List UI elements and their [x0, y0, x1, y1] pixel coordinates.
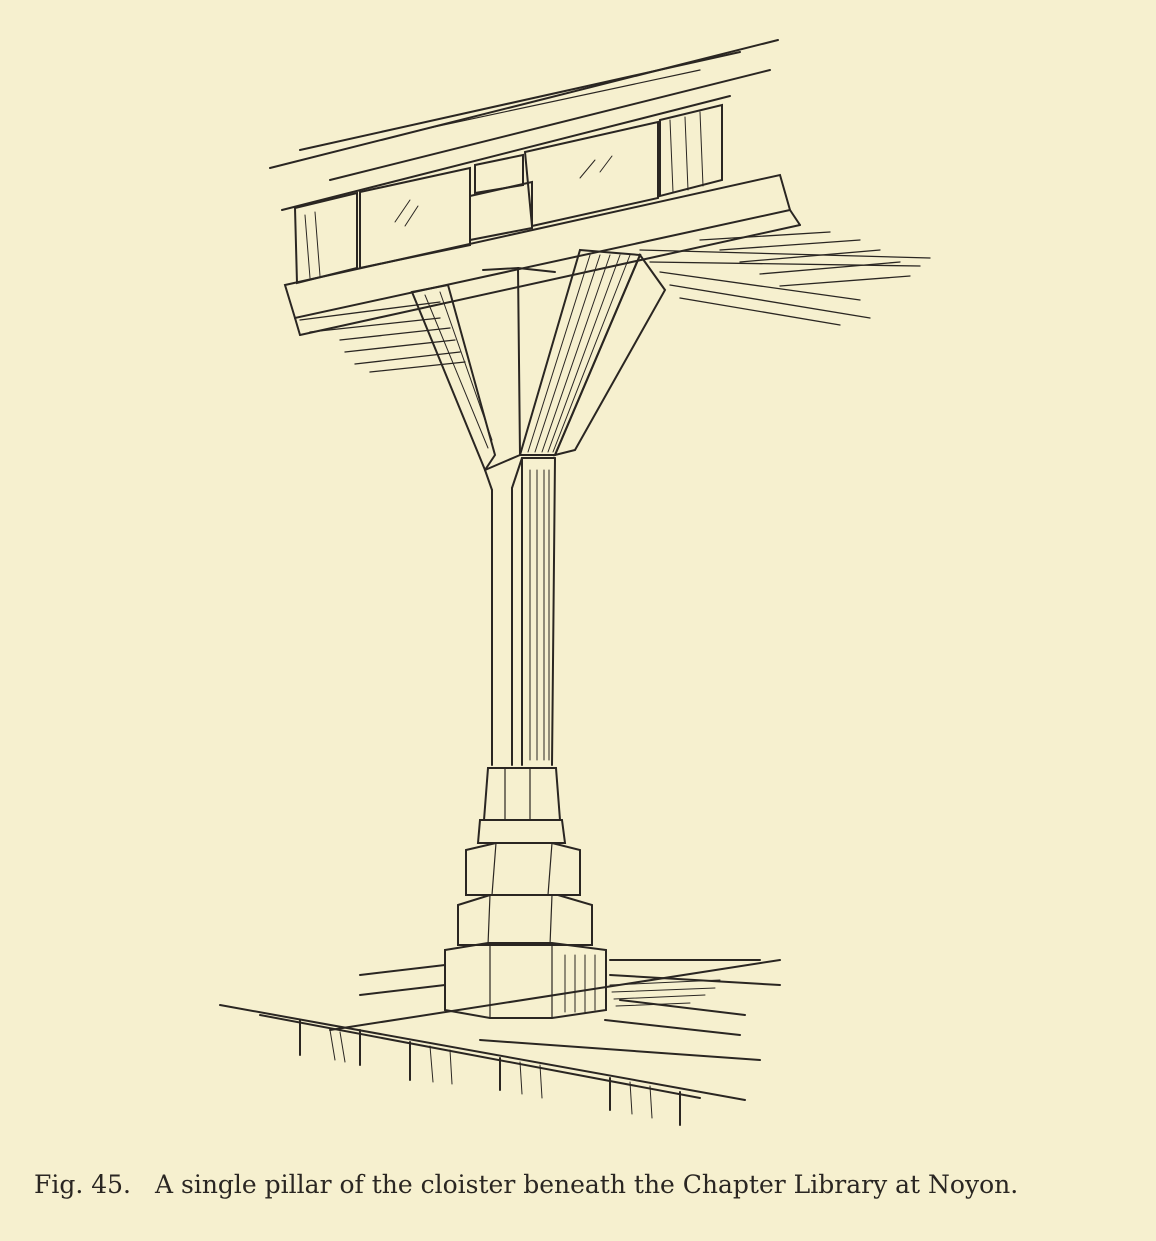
floor-joists — [640, 232, 930, 325]
figure-label: Fig. 45. — [34, 1170, 131, 1199]
caption-text: A single pillar of the cloister beneath the Chapter Library at Noyon. — [155, 1170, 1019, 1199]
main-beam — [285, 175, 800, 335]
right-brace — [520, 250, 665, 455]
column-base — [445, 768, 606, 1018]
stone-floor — [220, 960, 780, 1125]
base-shadow — [610, 980, 720, 1006]
left-brace — [412, 285, 495, 470]
figure-caption — [34, 1170, 1134, 1199]
column-shaft — [485, 458, 555, 765]
